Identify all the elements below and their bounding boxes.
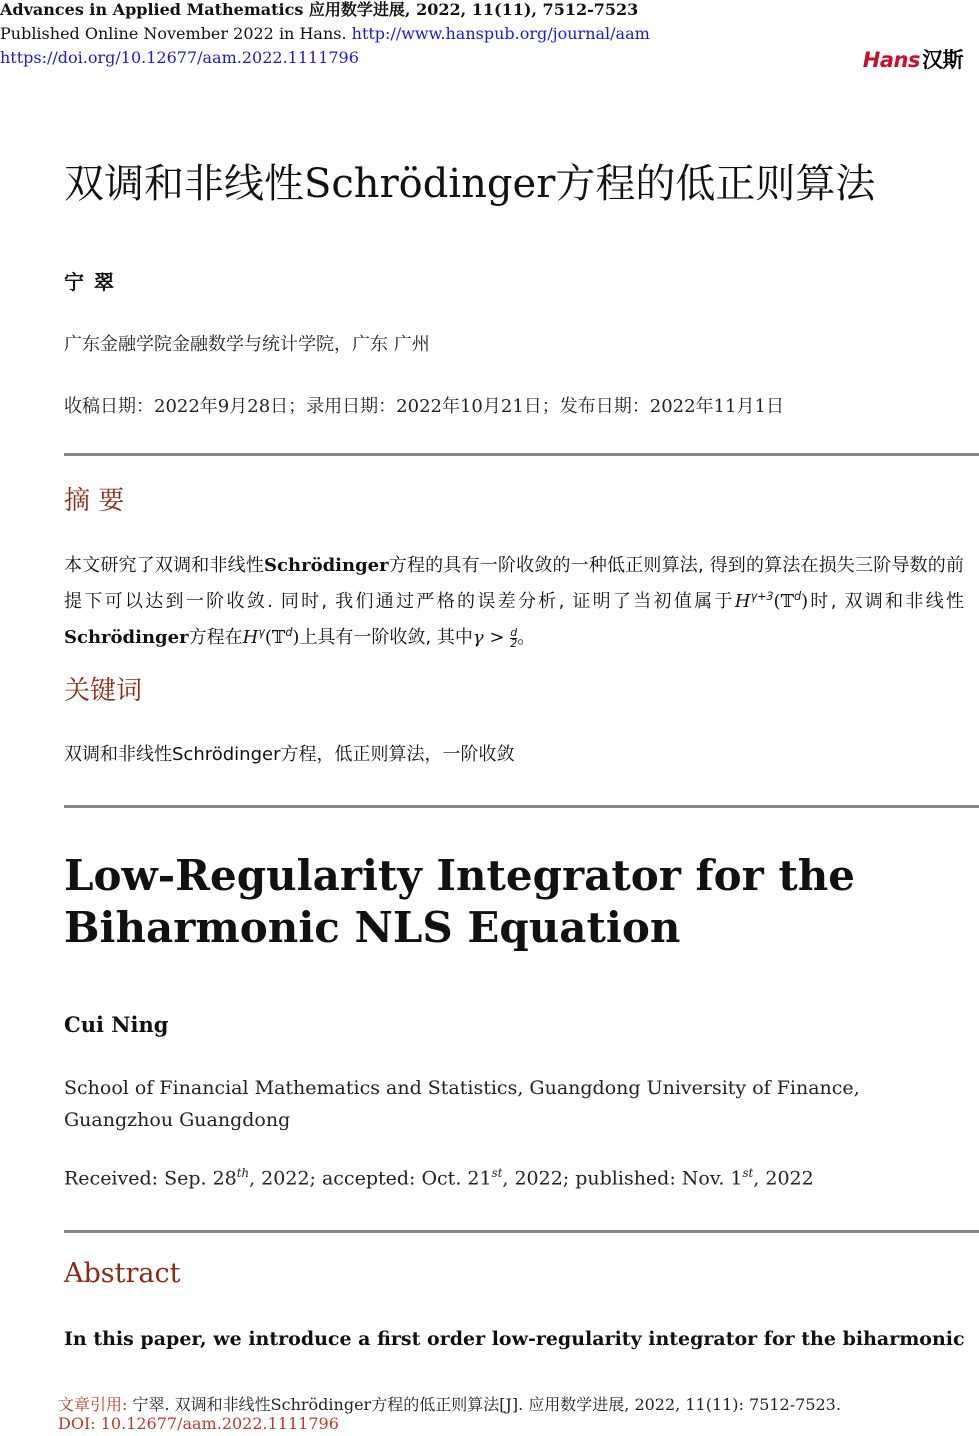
math-symbol: ) [292, 627, 300, 648]
affiliation-en: School of Financial Mathematics and Statistics, Guangdong University of Finance, Guangzhou Guangdong [64, 1077, 860, 1131]
keywords-cn: 双调和非线性Schrödinger方程，低正则算法，一阶收敛 [64, 744, 515, 765]
doi-link[interactable]: https://doi.org/10.12677/aam.2022.1111796 [0, 48, 359, 67]
logo-latin: Hans [862, 48, 920, 72]
section-divider [64, 805, 979, 808]
math-superscript: d [793, 590, 802, 603]
math-superscript: γ [258, 626, 265, 639]
abstract-body-en: In this paper, we introduce a first order low-regularity integrator for the biharmonic [64, 1328, 965, 1350]
year-text: , 2022 [753, 1167, 814, 1190]
ordinal-suffix: st [491, 1166, 503, 1180]
math-symbol: H [242, 627, 259, 648]
accepted-date: , 2022; accepted: Oct. 21 [249, 1167, 492, 1190]
title-line: Low-Regularity Integrator for the [64, 851, 856, 900]
logo-chinese: 汉斯 [922, 48, 963, 72]
published-line [0, 24, 650, 44]
doi-line [0, 48, 359, 68]
journal-link[interactable]: http://www.hanspub.org/journal/aam [351, 24, 650, 43]
section-divider [64, 1230, 979, 1233]
paper-title-cn: 双调和非线性Schrödinger方程的低正则算法 [64, 161, 876, 207]
received-date: Received: Sep. 28 [64, 1167, 237, 1190]
abstract-heading-en: Abstract [64, 1258, 181, 1289]
abstract-text: 本文研究了双调和非线性 [64, 555, 265, 576]
published-text: Published Online November 2022 in Hans. [0, 24, 347, 43]
math-superscript: γ+3 [750, 590, 774, 603]
published-date: , 2022; published: Nov. 1 [502, 1167, 743, 1190]
math-symbol: γ > [472, 627, 505, 648]
journal-header [0, 0, 638, 20]
paper-title-en [64, 850, 944, 954]
abstract-heading-cn: 摘 要 [64, 486, 125, 516]
journal-citation: Advances in Applied Mathematics 应用数学进展, 2022, 11(11), 7512-7523 [0, 0, 639, 19]
citation-label: 文章引用: [58, 1395, 128, 1414]
math-symbol: ) [801, 591, 809, 612]
doi-footer[interactable]: DOI: 10.12677/aam.2022.1111796 [58, 1414, 339, 1433]
dates-cn: 收稿日期：2022年9月28日；录用日期：2022年10月21日；发布日期：2022年11月1日 [64, 396, 784, 417]
hans-logo [863, 44, 963, 74]
abstract-text: 上具有一阶收敛, 其中 [299, 627, 473, 648]
abstract-text: 时, 双调和非线性 [808, 591, 964, 612]
math-symbol: (𝕋 [773, 591, 794, 612]
author-en: Cui Ning [64, 1012, 169, 1037]
abstract-text: 方程的具有一阶收敛的一种低正则算法, 得到的算法在损失三阶导数的前提下可以达到一阶收敛. 同时, 我们通过严格的误差分析, 证明了当初值属于 [64, 555, 964, 612]
fraction-numerator: d [510, 625, 518, 639]
abstract-text: 。 [517, 627, 536, 648]
section-divider [64, 453, 979, 456]
math-symbol: H [734, 591, 751, 612]
dates-en [64, 1166, 814, 1189]
fraction-denominator: 2 [510, 636, 518, 650]
citation-text: 宁翠. 双调和非线性Schrödinger方程的低正则算法[J]. 应用数学进展, 2022, 11(11): 7512-7523. [132, 1395, 841, 1414]
abstract-body-cn [64, 550, 964, 653]
author-cn: 宁翠 [64, 270, 124, 294]
keywords-heading-cn: 关键词 [64, 676, 143, 706]
abstract-term: Schrödinger [64, 627, 189, 648]
affiliation-cn: 广东金融学院金融数学与统计学院，广东 广州 [64, 334, 430, 355]
ordinal-suffix: st [742, 1166, 754, 1180]
math-superscript: d [285, 626, 293, 639]
title-line: Biharmonic NLS Equation [64, 903, 681, 952]
citation-footer [58, 1392, 841, 1415]
ordinal-suffix: th [236, 1166, 250, 1180]
math-symbol: (𝕋 [264, 627, 286, 648]
abstract-text: 方程在 [188, 627, 243, 648]
abstract-term: Schrödinger [264, 555, 389, 576]
